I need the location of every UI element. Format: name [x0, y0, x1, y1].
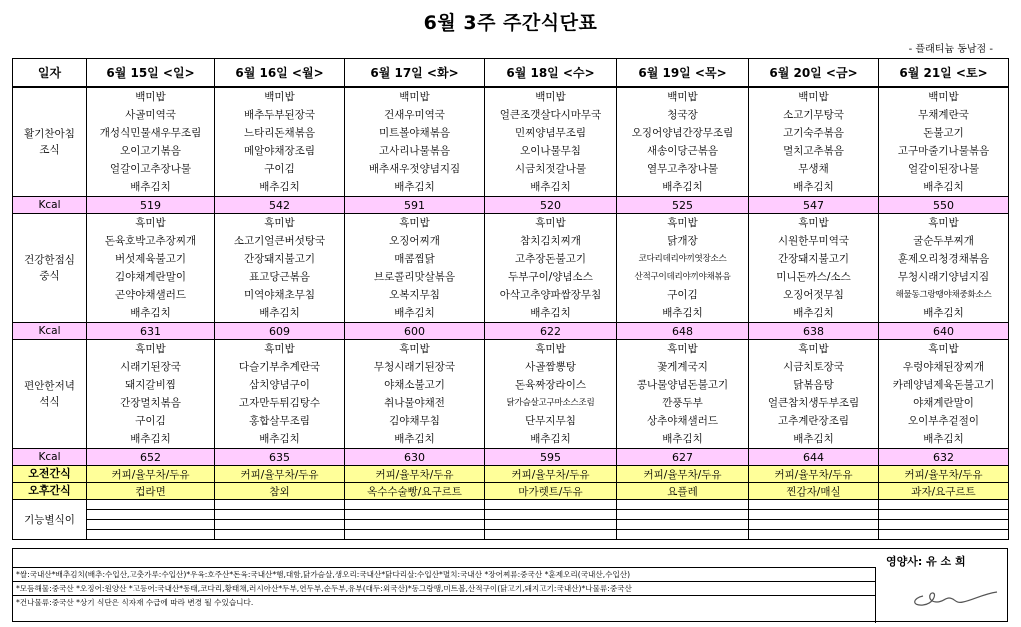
menu-item: 오이나물무침	[520, 145, 581, 157]
menu-item: 소고기무탕국	[783, 109, 844, 121]
menu-item: 간장멸치볶음	[120, 397, 181, 409]
menu-item: 산적구이데리야끼야채볶음	[634, 272, 731, 282]
menu-item: 흑미밥	[535, 343, 566, 355]
meal-label: 편안한저녁 석식	[13, 340, 87, 449]
snack-item: 옥수수술빵/요구르트	[345, 483, 485, 500]
menu-item: 무청시래기된장국	[373, 361, 456, 373]
dinner-menu-cell	[485, 340, 617, 449]
meal-label: 건강한점심 중식	[13, 214, 87, 323]
menu-item: 흑미밥	[135, 217, 166, 229]
functional-diet-cell	[215, 520, 345, 530]
functional-diet-cell	[485, 510, 617, 520]
kcal-value: 520	[485, 197, 617, 214]
menu-item: 훈제오리청경채볶음	[897, 253, 990, 265]
menu-item: 깐풍두부	[662, 397, 703, 409]
menu-item: 건새우미역국	[384, 109, 445, 121]
kcal-value: 542	[215, 197, 345, 214]
kcal-value: 525	[617, 197, 749, 214]
snack-item: 커피/율무차/두유	[345, 466, 485, 483]
menu-item: 배추김치	[394, 433, 435, 445]
menu-item: 우렁야채된장찌개	[902, 361, 985, 373]
menu-item: 흑미밥	[264, 343, 295, 355]
snack-item: 커피/율무차/두유	[617, 466, 749, 483]
menu-item: 배추김치	[130, 433, 171, 445]
menu-item: 고사리나물볶음	[378, 145, 450, 157]
functional-diet-row	[13, 530, 1009, 540]
functional-diet-cell	[617, 520, 749, 530]
breakfast-menu-cell	[215, 87, 345, 197]
dinner-menu-cell	[215, 340, 345, 449]
menu-item: 닭개장	[667, 235, 698, 247]
menu-item: 시원한무미역국	[777, 235, 849, 247]
functional-diet-cell	[879, 520, 1009, 530]
functional-diet-cell	[485, 520, 617, 530]
lunch-menu-cell	[749, 214, 879, 323]
menu-item: 백미밥	[928, 91, 959, 103]
functional-diet-cell	[617, 510, 749, 520]
dinner-menu-cell	[617, 340, 749, 449]
functional-diet-row	[13, 500, 1009, 510]
menu-item: 백미밥	[399, 91, 430, 103]
day-header: 6월 19일 <목>	[617, 59, 749, 88]
kcal-value: 600	[345, 323, 485, 340]
menu-item: 미니돈까스/소스	[776, 271, 851, 283]
functional-diet-label: 기능별식이	[13, 500, 87, 540]
day-header: 6월 20일 <금>	[749, 59, 879, 88]
menu-item: 매콤찜닭	[394, 253, 435, 265]
menu-item: 소고기얼큰버섯탕국	[233, 235, 326, 247]
menu-item: 배추김치	[259, 433, 300, 445]
lunch-menu-cell	[485, 214, 617, 323]
functional-diet-cell	[749, 520, 879, 530]
menu-item: 김야채무침	[389, 415, 440, 427]
menu-item: 흑미밥	[798, 217, 829, 229]
menu-item: 사골짬뽕탕	[525, 361, 576, 373]
menu-item: 야채소불고기	[384, 379, 445, 391]
snack-item: 컵라면	[87, 483, 215, 500]
menu-item: 흑미밥	[399, 343, 430, 355]
menu-item: 고추계란장조림	[777, 415, 849, 427]
menu-item: 시금치토장국	[783, 361, 844, 373]
functional-diet-cell	[879, 510, 1009, 520]
menu-item: 배추김치	[923, 307, 964, 319]
page-title: 6월 3주 주간식단표	[423, 12, 598, 34]
kcal-label: Kcal	[13, 323, 87, 340]
menu-item: 사골미역국	[125, 109, 176, 121]
snack-item: 과자/요구르트	[879, 483, 1009, 500]
menu-item: 배추김치	[530, 307, 571, 319]
menu-item: 닭가슴살고구마소스조림	[506, 398, 595, 408]
functional-diet-cell	[749, 530, 879, 540]
menu-item: 흑미밥	[667, 343, 698, 355]
menu-item: 시금치젓갈나물	[514, 163, 586, 175]
dietitian-name: 영양사: 유 소 희	[886, 555, 966, 568]
menu-item: 무생채	[798, 163, 829, 175]
kcal-value: 631	[87, 323, 215, 340]
menu-item: 흑미밥	[535, 217, 566, 229]
functional-diet-cell	[87, 500, 215, 510]
menu-item: 배추김치	[662, 307, 703, 319]
menu-item: 배추김치	[793, 181, 834, 193]
menu-item: 멸치고추볶음	[783, 145, 844, 157]
menu-item: 배추김치	[793, 307, 834, 319]
functional-diet-cell	[879, 530, 1009, 540]
breakfast-menu-cell	[345, 87, 485, 197]
menu-item: 표고당근볶음	[249, 271, 310, 283]
menu-item: 배추김치	[394, 307, 435, 319]
menu-item: 오이부추겉절이	[907, 415, 979, 427]
snack-item: 마가렛트/두유	[485, 483, 617, 500]
menu-item: 배추김치	[923, 181, 964, 193]
menu-item: 백미밥	[135, 91, 166, 103]
menu-item: 꽃게계국지	[657, 361, 708, 373]
menu-item: 얼갈이된장나물	[907, 163, 979, 175]
menu-item: 흑미밥	[667, 217, 698, 229]
menu-item: 김야채계란말이	[114, 271, 186, 283]
lunch-kcal-row	[13, 323, 1009, 340]
dietitian-signature	[893, 574, 1003, 614]
menu-item: 야채계란말이	[913, 397, 974, 409]
menu-item: 돈불고기	[923, 127, 964, 139]
menu-item: 카레양념제육돈불고기	[892, 379, 995, 391]
functional-diet-cell	[87, 530, 215, 540]
snack-item: 커피/율무차/두유	[485, 466, 617, 483]
breakfast-menu-cell	[879, 87, 1009, 197]
menu-item: 배추김치	[793, 433, 834, 445]
menu-item: 백미밥	[264, 91, 295, 103]
functional-diet-cell	[617, 500, 749, 510]
menu-item: 구이김	[264, 163, 295, 175]
menu-item: 돈육호박고추장찌개	[104, 235, 197, 247]
menu-item: 다슬기부추계란국	[238, 361, 321, 373]
weekly-menu-table	[12, 58, 1009, 540]
functional-diet-cell	[485, 500, 617, 510]
menu-item: 배추김치	[530, 181, 571, 193]
meal-label: 활기찬아침 조식	[13, 87, 87, 197]
day-header: 6월 18일 <수>	[485, 59, 617, 88]
kcal-value: 609	[215, 323, 345, 340]
menu-item: 참치김치찌개	[520, 235, 581, 247]
functional-diet-cell	[87, 510, 215, 520]
kcal-value: 652	[87, 449, 215, 466]
menu-item: 메알야채장조림	[243, 145, 315, 157]
menu-item: 오복지무침	[389, 289, 440, 301]
functional-diet-cell	[749, 500, 879, 510]
menu-item: 무청시래기양념지짐	[897, 271, 990, 283]
menu-item: 홍합살무조림	[249, 415, 310, 427]
menu-item: 오징어양념간장무조림	[631, 127, 734, 139]
functional-diet-cell	[345, 520, 485, 530]
breakfast-menu-cell	[749, 87, 879, 197]
menu-item: 미트볼야채볶음	[378, 127, 450, 139]
menu-item: 돈육짜장라이스	[514, 379, 586, 391]
menu-item: 구이김	[667, 289, 698, 301]
menu-item: 취나물야채전	[384, 397, 445, 409]
menu-item: 배추김치	[662, 433, 703, 445]
functional-diet-cell	[215, 500, 345, 510]
kcal-value: 547	[749, 197, 879, 214]
day-header: 6월 17일 <화>	[345, 59, 485, 88]
kcal-value: 627	[617, 449, 749, 466]
kcal-value: 640	[879, 323, 1009, 340]
breakfast-menu-cell	[87, 87, 215, 197]
menu-item: 흑미밥	[264, 217, 295, 229]
menu-item: 얼큰조갯살다시마무국	[499, 109, 602, 121]
footer	[12, 548, 1008, 622]
menu-item: 브로콜리맛살볶음	[373, 271, 456, 283]
dinner-menu-cell	[345, 340, 485, 449]
kcal-value: 644	[749, 449, 879, 466]
menu-item: 흑미밥	[135, 343, 166, 355]
menu-item: 느타리돈채볶음	[243, 127, 315, 139]
kcal-label: Kcal	[13, 197, 87, 214]
lunch-menu-cell	[617, 214, 749, 323]
day-header: 6월 15일 <일>	[87, 59, 215, 88]
kcal-value: 591	[345, 197, 485, 214]
menu-item: 흑미밥	[798, 343, 829, 355]
menu-item: 흑미밥	[928, 343, 959, 355]
menu-item: 배추김치	[394, 181, 435, 193]
breakfast-kcal-row	[13, 197, 1009, 214]
functional-diet-cell	[485, 530, 617, 540]
functional-diet-cell	[749, 510, 879, 520]
kcal-value: 595	[485, 449, 617, 466]
lunch-menu-cell	[879, 214, 1009, 323]
am_snack-row	[13, 466, 1009, 483]
menu-item: 닭볶음탕	[793, 379, 834, 391]
menu-item: 해물동그랑땡야채중화소스	[895, 290, 992, 300]
menu-item: 두부구이/양념소스	[508, 271, 593, 283]
menu-item: 배추김치	[259, 307, 300, 319]
branch-name: - 플래티늄 동남점 -	[908, 44, 993, 55]
menu-item: 열무고추장나물	[646, 163, 718, 175]
menu-item: 배추새우젓양념지짐	[368, 163, 461, 175]
dinner-row	[13, 340, 1009, 449]
menu-item: 청국장	[667, 109, 698, 121]
menu-item: 코다리데리야끼엿장소스	[638, 254, 727, 264]
menu-item: 콩나물양념돈불고기	[636, 379, 729, 391]
menu-item: 상추야채샐러드	[646, 415, 718, 427]
menu-item: 새송이당근볶음	[646, 145, 718, 157]
menu-item: 백미밥	[798, 91, 829, 103]
breakfast-menu-cell	[617, 87, 749, 197]
menu-item: 돼지갈비찜	[125, 379, 176, 391]
kcal-value: 550	[879, 197, 1009, 214]
menu-item: 무채계란국	[918, 109, 969, 121]
menu-item: 간장돼지불고기	[777, 253, 849, 265]
kcal-value: 630	[345, 449, 485, 466]
kcal-value: 635	[215, 449, 345, 466]
menu-item: 배추두부된장국	[243, 109, 315, 121]
menu-item: 고추장돈불고기	[514, 253, 586, 265]
origin-note: *모듬해물:중국산 *오징어:원양산 *고등어:국내산*동태,코다리,황태채,러시아산*두부,연두부,순두부,유부(대두:외국산)*동그랑땡,미트볼,산적구이(닭고기,돼지고기:국내산)*나물류:중국산	[13, 582, 875, 596]
menu-item: 미역야채초무침	[243, 289, 315, 301]
snack-item: 커피/율무차/두유	[215, 466, 345, 483]
pm_snack-row	[13, 483, 1009, 500]
header-row	[13, 59, 1009, 88]
menu-item: 배추김치	[130, 307, 171, 319]
snack-item: 커피/율무차/두유	[87, 466, 215, 483]
functional-diet-cell	[345, 510, 485, 520]
menu-item: 백미밥	[535, 91, 566, 103]
day-header: 6월 16일 <월>	[215, 59, 345, 88]
kcal-value: 519	[87, 197, 215, 214]
dinner-menu-cell	[879, 340, 1009, 449]
menu-item: 고자만두튀김탕수	[238, 397, 321, 409]
origin-note: *건나물류:중국산 *상기 식단은 식자재 수급에 따라 변경 될 수있습니다.	[16, 598, 254, 607]
menu-item: 단무지무침	[525, 415, 576, 427]
menu-item: 시래기된장국	[120, 361, 181, 373]
menu-item: 아삭고추양파쌈장무침	[499, 289, 602, 301]
origin-notes	[13, 567, 876, 623]
functional-diet-row	[13, 520, 1009, 530]
menu-item: 간장돼지불고기	[243, 253, 315, 265]
snack-label: 오전간식	[13, 466, 87, 483]
menu-item: 민찌양념무조림	[514, 127, 586, 139]
snack-item: 찐감자/매실	[749, 483, 879, 500]
snack-label: 오후간식	[13, 483, 87, 500]
lunch-menu-cell	[87, 214, 215, 323]
snack-item: 요플레	[617, 483, 749, 500]
dinner-menu-cell	[749, 340, 879, 449]
menu-item: 굴순두부찌개	[913, 235, 974, 247]
lunch-menu-cell	[215, 214, 345, 323]
menu-item: 얼갈이고추장나물	[109, 163, 192, 175]
menu-item: 버섯제육불고기	[114, 253, 186, 265]
kcal-value: 638	[749, 323, 879, 340]
menu-item: 고구마줄기나물볶음	[897, 145, 990, 157]
menu-item: 배추김치	[923, 433, 964, 445]
menu-item: 개성식민물새우무조림	[99, 127, 202, 139]
origin-note: *쌀:국내산*배추김치(배추:수입산,고춧가루:수입산)*우육:호주산*돈육:국내산*햄,대함,닭가슴살,생오리:국내산*닭다리살:수입산*멸치:국내산 *장어찌류:중국산 *훈제오리(국내산,수입산)	[13, 568, 875, 582]
breakfast-menu-cell	[485, 87, 617, 197]
menu-item: 백미밥	[667, 91, 698, 103]
menu-item: 배추김치	[530, 433, 571, 445]
day-header: 6월 21일 <토>	[879, 59, 1009, 88]
menu-item: 얼큰참치생두부조림	[767, 397, 860, 409]
functional-diet-cell	[617, 530, 749, 540]
menu-item: 배추김치	[662, 181, 703, 193]
functional-diet-cell	[345, 500, 485, 510]
functional-diet-row	[13, 510, 1009, 520]
breakfast-row	[13, 87, 1009, 197]
functional-diet-cell	[879, 500, 1009, 510]
functional-diet-cell	[87, 520, 215, 530]
menu-item: 삼치양념구이	[249, 379, 310, 391]
menu-item: 배추김치	[130, 181, 171, 193]
snack-item: 참외	[215, 483, 345, 500]
menu-item: 배추김치	[259, 181, 300, 193]
functional-diet-cell	[345, 530, 485, 540]
kcal-value: 632	[879, 449, 1009, 466]
menu-item: 흑미밥	[928, 217, 959, 229]
kcal-value: 648	[617, 323, 749, 340]
snack-item: 커피/율무차/두유	[749, 466, 879, 483]
kcal-label: Kcal	[13, 449, 87, 466]
date-header: 일자	[13, 59, 87, 88]
menu-item: 흑미밥	[399, 217, 430, 229]
lunch-menu-cell	[345, 214, 485, 323]
functional-diet-cell	[215, 530, 345, 540]
kcal-value: 622	[485, 323, 617, 340]
snack-item: 커피/율무차/두유	[879, 466, 1009, 483]
menu-item: 구이김	[135, 415, 166, 427]
menu-item: 오이고기볶음	[120, 145, 181, 157]
menu-item: 곤약야채샐러드	[114, 289, 186, 301]
dinner-kcal-row	[13, 449, 1009, 466]
menu-item: 오징어젓무침	[783, 289, 844, 301]
menu-item: 고기숙주볶음	[783, 127, 844, 139]
dinner-menu-cell	[87, 340, 215, 449]
functional-diet-cell	[215, 510, 345, 520]
lunch-row	[13, 214, 1009, 323]
menu-item: 오징어찌개	[389, 235, 440, 247]
